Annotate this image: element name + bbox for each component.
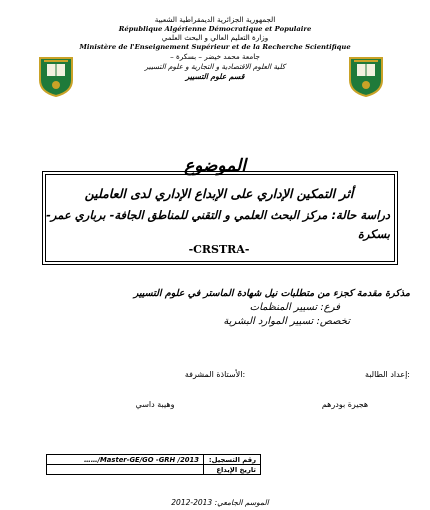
deposit-date-label: تاريخ الإيداع: [204, 465, 261, 475]
university-logo-left: [36, 54, 76, 98]
university-arabic: جامعة محمد خيضر – بسكرة –: [170, 52, 260, 61]
academic-year-label: الموسم الجامعي:: [214, 498, 269, 507]
memo-branch: فرع: تسيير المنظمات: [249, 302, 340, 313]
republic-arabic: الجمهورية الجزائرية الديمقراطية الشعبية: [154, 15, 276, 24]
department-arabic: قسم علوم التسيير: [185, 72, 245, 81]
title-acronym: -CRSTRA-: [188, 243, 250, 256]
title-line-2: دراسة حالة: مركز البحث العلمي و التقني للمناطق الجافة- برباري عمر-: [46, 208, 390, 222]
registration-box: [46, 454, 261, 475]
ministry-french: Ministère de l'Enseignement Supérieur et de la Recherche Scientifique: [79, 43, 351, 51]
academic-year-value: 2012-2013: [171, 498, 213, 507]
supervisor-label: الأستاذة المشرفة:: [184, 370, 246, 379]
student-name: هجيرة بودرهم: [321, 400, 369, 409]
title-line-3: بسكرة: [357, 227, 390, 241]
registration-number-value: ……/Master-GE/GO -GRH /2013: [47, 455, 204, 465]
faculty-arabic: كلية العلوم الاقتصادية و التجارية و علوم التسيير: [144, 62, 286, 71]
registration-row-date: [47, 465, 261, 475]
deposit-date-value: [47, 465, 204, 475]
registration-row-number: [47, 455, 261, 465]
title-line-1: أثر التمكين الإداري على الإبداع الإداري لدى العاملين: [84, 186, 354, 201]
university-logo-right: [346, 54, 386, 98]
student-label: إعداد الطالبة:: [364, 370, 410, 379]
supervisor-name: وهيبة داسي: [135, 400, 175, 409]
ministry-arabic: وزارة التعليم العالي و البحث العلمي: [161, 33, 269, 42]
topic-label: الموضوع: [184, 156, 246, 176]
republic-french: République Algérienne Démocratique et Populaire: [118, 25, 312, 33]
academic-year: [160, 498, 280, 507]
registration-number-label: رقم التسجيل:: [204, 455, 261, 465]
memo-specialty: تخصص: تسيير الموارد البشرية: [223, 316, 350, 327]
memo-line: مذكرة مقدمة كجزء من متطلبات نيل شهادة الماستر في علوم التسيير: [133, 288, 410, 299]
